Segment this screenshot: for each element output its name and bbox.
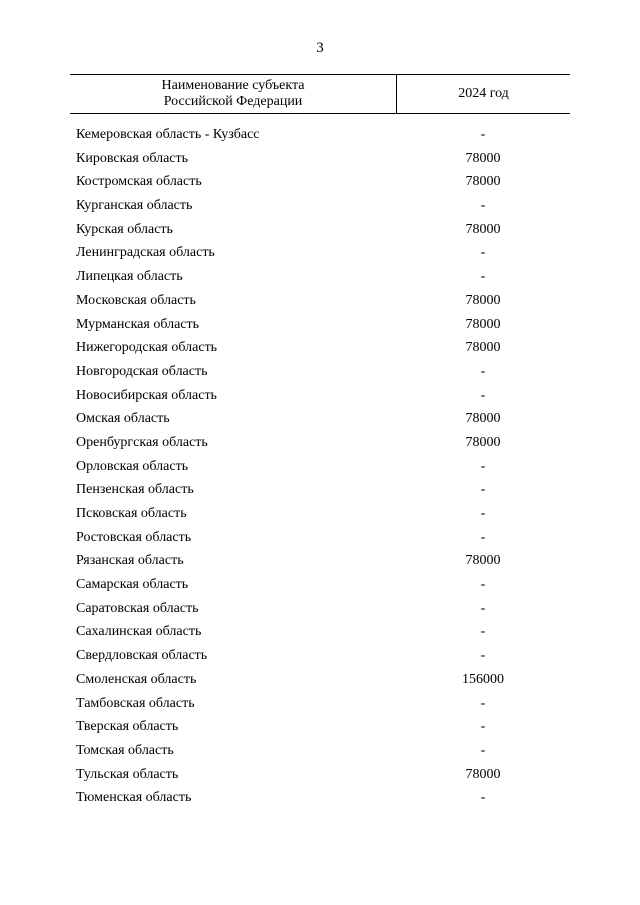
table-row bbox=[0, 241, 640, 265]
region-value: 78000 bbox=[465, 766, 501, 782]
region-name: Костромская область bbox=[76, 174, 202, 190]
table-row bbox=[0, 147, 640, 171]
region-value: 78000 bbox=[465, 340, 501, 356]
region-name: Курская область bbox=[76, 221, 173, 237]
region-value: - bbox=[480, 127, 486, 142]
region-value: 78000 bbox=[465, 411, 501, 427]
region-name: Оренбургская область bbox=[76, 434, 208, 450]
table-row bbox=[0, 431, 640, 455]
table-header bbox=[70, 74, 570, 114]
region-value: - bbox=[480, 198, 486, 214]
region-name: Саратовская область bbox=[76, 600, 199, 616]
region-value: - bbox=[480, 506, 486, 521]
region-value: 78000 bbox=[465, 434, 501, 450]
table-row bbox=[0, 123, 640, 147]
region-name: Смоленская область bbox=[76, 671, 197, 687]
region-value: 156000 bbox=[462, 671, 504, 687]
table-row bbox=[0, 597, 640, 621]
header-subject-line1: Наименование субъекта bbox=[161, 78, 305, 93]
region-name: Курганская область bbox=[76, 198, 193, 214]
region-name: Омская область bbox=[76, 411, 170, 427]
region-value: 78000 bbox=[465, 316, 501, 332]
table-row bbox=[0, 786, 640, 810]
region-name: Новгородская область bbox=[76, 363, 208, 379]
table-row bbox=[0, 194, 640, 218]
header-year-column: 2024 год bbox=[458, 86, 509, 101]
region-value: 78000 bbox=[465, 174, 501, 190]
region-value: - bbox=[480, 695, 486, 711]
region-name: Рязанская область bbox=[76, 553, 184, 569]
region-value: 78000 bbox=[465, 150, 501, 166]
region-name: Московская область bbox=[76, 292, 196, 308]
table-row bbox=[0, 502, 640, 526]
region-value: - bbox=[480, 269, 486, 285]
region-name: Новосибирская область bbox=[76, 387, 217, 403]
region-name: Тюменская область bbox=[76, 790, 192, 806]
table-row bbox=[0, 715, 640, 739]
region-value: - bbox=[480, 648, 486, 664]
table-row bbox=[0, 549, 640, 573]
region-name: Кемеровская область - Кузбасс bbox=[76, 127, 260, 142]
table-row bbox=[0, 265, 640, 289]
table-row bbox=[0, 620, 640, 644]
region-name: Нижегородская область bbox=[76, 340, 218, 356]
table-row bbox=[0, 668, 640, 692]
region-name: Кировская область bbox=[76, 150, 189, 166]
region-value: 78000 bbox=[465, 292, 501, 308]
region-name: Тверская область bbox=[76, 719, 179, 735]
table-row bbox=[0, 573, 640, 597]
table-row bbox=[0, 384, 640, 408]
region-value: - bbox=[480, 719, 486, 735]
region-value: - bbox=[480, 600, 486, 616]
table-row bbox=[0, 336, 640, 360]
region-value: - bbox=[480, 529, 486, 545]
region-name: Тульская область bbox=[76, 766, 179, 782]
region-value: 78000 bbox=[465, 553, 501, 569]
region-name: Ростовская область bbox=[76, 529, 192, 545]
table-row bbox=[0, 407, 640, 431]
table-row bbox=[0, 218, 640, 242]
region-name: Сахалинская область bbox=[76, 624, 202, 640]
region-value: - bbox=[480, 245, 486, 261]
region-value: - bbox=[480, 624, 486, 640]
table-row bbox=[0, 739, 640, 763]
page-number: 3 bbox=[316, 40, 324, 56]
header-subject-column bbox=[70, 75, 397, 113]
region-value: - bbox=[480, 790, 486, 806]
region-value: - bbox=[480, 482, 486, 498]
region-name: Мурманская область bbox=[76, 316, 200, 332]
region-name: Свердловская область bbox=[76, 648, 208, 664]
region-value: - bbox=[480, 577, 486, 593]
table-body bbox=[0, 123, 640, 810]
region-name: Томская область bbox=[76, 742, 174, 758]
table-row bbox=[0, 289, 640, 313]
region-name: Пензенская область bbox=[76, 482, 194, 498]
region-name: Орловская область bbox=[76, 458, 189, 474]
table-row bbox=[0, 526, 640, 550]
region-value: - bbox=[480, 742, 486, 758]
region-value: 78000 bbox=[465, 221, 501, 237]
table-row bbox=[0, 763, 640, 787]
table-row bbox=[0, 170, 640, 194]
region-value: - bbox=[480, 363, 486, 379]
region-name: Ленинградская область bbox=[76, 245, 215, 261]
header-subject-line2: Российской Федерации bbox=[163, 94, 303, 109]
region-value: - bbox=[480, 458, 486, 474]
region-value: - bbox=[480, 387, 486, 403]
region-name: Самарская область bbox=[76, 577, 189, 593]
table-row bbox=[0, 644, 640, 668]
table-row bbox=[0, 455, 640, 479]
region-name: Псковская область bbox=[76, 506, 187, 521]
region-name: Липецкая область bbox=[76, 269, 183, 285]
table-row bbox=[0, 692, 640, 716]
table-row bbox=[0, 478, 640, 502]
table-row bbox=[0, 360, 640, 384]
region-name: Тамбовская область bbox=[76, 695, 195, 711]
table-row bbox=[0, 313, 640, 337]
